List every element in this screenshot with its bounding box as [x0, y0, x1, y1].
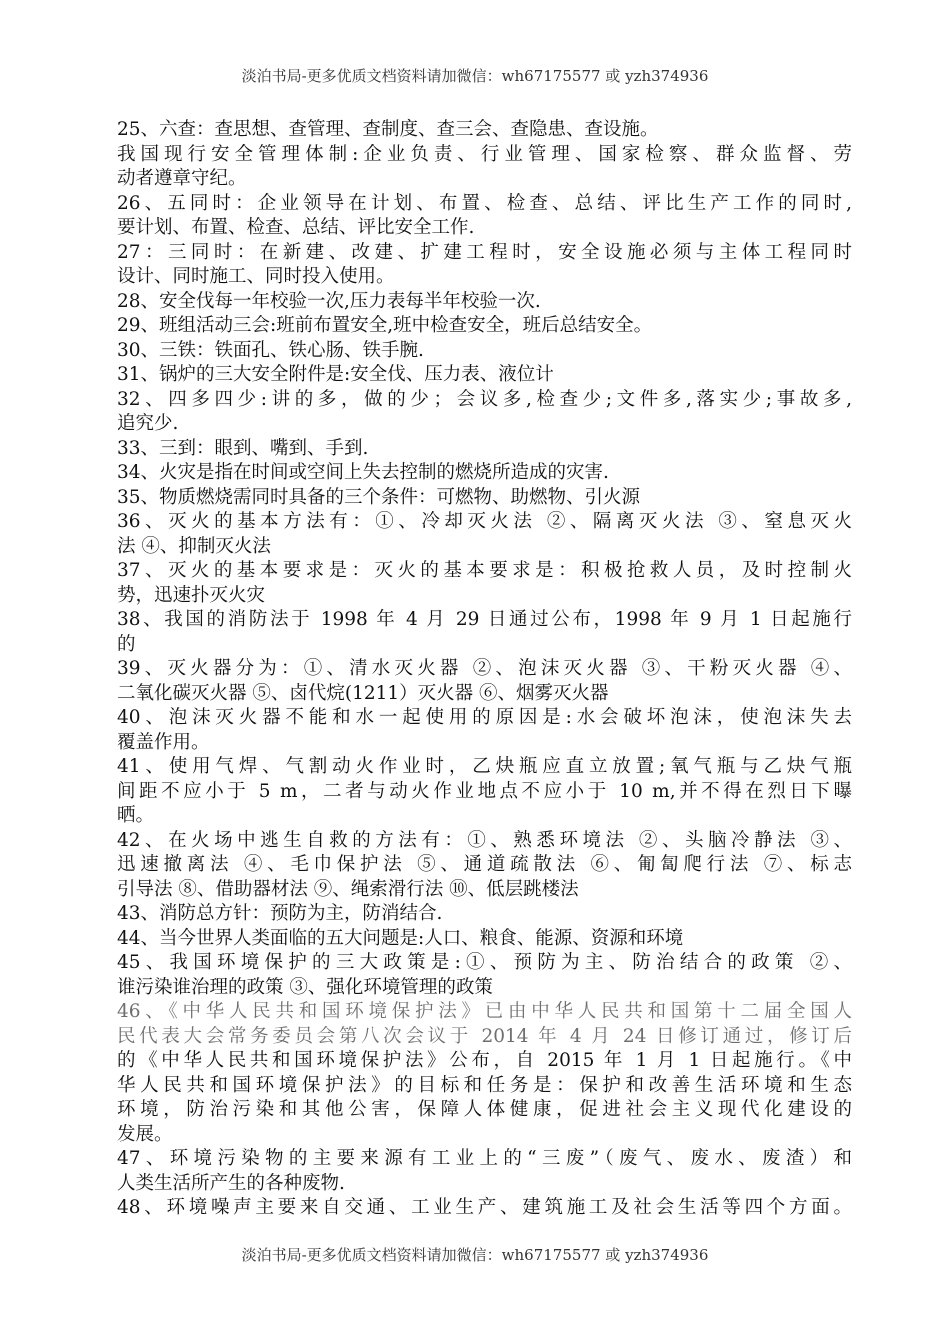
document-body: [117, 118, 852, 1221]
text-line: 32、四多四少:讲的多，做的少；会议多,检查少;文件多,落实少;事故多,: [117, 388, 852, 410]
text-line: 31、锅炉的三大安全附件是:安全伐、压力表、液位计: [117, 364, 554, 385]
text-line: 28、安全伐每一年校验一次,压力表每半年校验一次.: [117, 290, 541, 312]
text-line: 发展。: [117, 1123, 173, 1145]
text-line: 27：三同时：在新建、改建、扩建工程时，安全设施必须与主体工程同时: [117, 241, 852, 263]
text-line: 47、环境污染物的主要来源有工业上的“三废”（废气、废水、废渣）和: [117, 1148, 852, 1169]
text-line: 42、在火场中逃生自救的方法有：①、熟悉环境法 ②、头脑冷静法 ③、: [117, 829, 852, 851]
text-line: 43、消防总方针：预防为主，防消结合.: [117, 903, 443, 924]
text-line: 44、当今世界人类面临的五大问题是:人口、粮食、能源、资源和环境: [117, 927, 684, 949]
text-line: 迅速撤离法 ④、毛巾保护法 ⑤、通道疏散法 ⑥、匍匐爬行法 ⑦、标志: [117, 854, 852, 875]
text-line: 33、三到：眼到、嘴到、手到.: [117, 437, 369, 459]
text-line: 晒。: [117, 805, 155, 826]
text-line: 41、使用气焊、气割动火作业时，乙炔瓶应直立放置;氧气瓶与乙炔气瓶: [117, 756, 852, 777]
text-line: 人类生活所产生的各种废物.: [117, 1172, 345, 1194]
text-line: 36、灭火的基本方法有：①、冷却灭火法 ②、隔离灭火法 ③、窒息灭火: [117, 511, 852, 532]
text-line: 势，迅速扑灭火灾: [117, 584, 266, 606]
text-line: 34、火灾是指在时间或空间上失去控制的燃烧所造成的灾害.: [117, 462, 609, 483]
text-line: 要计划、布置、检查、总结、评比安全工作.: [117, 217, 475, 238]
text-line: 我国现行安全管理体制:企业负责、行业管理、国家检察、群众监督、劳: [117, 143, 852, 165]
text-line: 45、我国环境保护的三大政策是:①、预防为主、防治结合的政策 ②、: [117, 952, 852, 973]
text-line: 40、泡沫灭火器不能和水一起使用的原因是:水会破坏泡沫，使泡沫失去: [117, 707, 852, 728]
text-line: 追究少.: [117, 413, 179, 434]
text-line: 29、班组活动三会:班前布置安全,班中检查安全，班后总结安全。: [117, 315, 653, 336]
text-line: 环境，防治污染和其他公害，保障人体健康，促进社会主义现代化建设的: [117, 1099, 852, 1120]
text-line: 动者遵章守纪。: [117, 168, 247, 189]
text-line: 覆盖作用。: [117, 731, 210, 753]
text-line: 38、我国的消防法于 1998 年 4 月 29 日通过公布，1998 年 9 月 1 日起施行: [117, 609, 852, 630]
text-line: 设计、同时施工、同时投入使用。: [117, 266, 395, 287]
text-line: 法 ④、抑制灭火法: [117, 535, 271, 557]
text-line: 35、物质燃烧需同时具备的三个条件：可燃物、助燃物、引火源: [117, 486, 641, 508]
page-footer: 淡泊书局-更多优质文档资料请加微信：wh67175577 或 yzh374936: [241, 1246, 709, 1264]
text-line: 的《中华人民共和国环境保护法》公布，自 2015 年 1 月 1 日起施行。《中: [117, 1050, 852, 1071]
text-line: 37、灭火的基本要求是：灭火的基本要求是：积极抢救人员，及时控制火: [117, 560, 852, 581]
text-line: 二氧化碳灭火器 ⑤、卤代烷(1211）灭火器 ⑥、烟雾灭火器: [117, 682, 609, 704]
text-line: 华人民共和国环境保护法》的目标和任务是：保护和改善生活环境和生态: [117, 1074, 852, 1096]
text-line: 39、灭火器分为：①、清水灭火器 ②、泡沫灭火器 ③、干粉灭火器 ④、: [117, 658, 852, 679]
page-header: 淡泊书局-更多优质文档资料请加微信：wh67175577 或 yzh374936: [241, 67, 709, 85]
text-line: 30、三铁：铁面孔、铁心肠、铁手腕.: [117, 339, 424, 361]
text-line: 48、环境噪声主要来自交通、工业生产、建筑施工及社会生活等四个方面。: [117, 1197, 852, 1218]
text-line: 26、五同时：企业领导在计划、布置、检查、总结、评比生产工作的同时,: [117, 192, 852, 214]
text-line-highlighted: 46、《中华人民共和国环境保护法》已由中华人民共和国第十二届全国人: [117, 1001, 852, 1022]
text-line-highlighted: 民代表大会常务委员会第八次会议于 2014 年 4 月 24 日修订通过，修订后: [117, 1025, 852, 1047]
text-line: 的: [117, 633, 136, 655]
text-line: 谁污染谁治理的政策 ③、强化环境管理的政策: [117, 976, 493, 998]
text-line: 引导法 ⑧、借助器材法 ⑨、绳索滑行法 ⑩、低层跳楼法: [117, 878, 579, 900]
text-line: 25、六查：查思想、查管理、查制度、查三会、查隐患、查设施。: [117, 119, 659, 140]
text-line: 间距不应小于 5 m，二者与动火作业地点不应小于 10 m,并不得在烈日下曝: [117, 780, 852, 802]
